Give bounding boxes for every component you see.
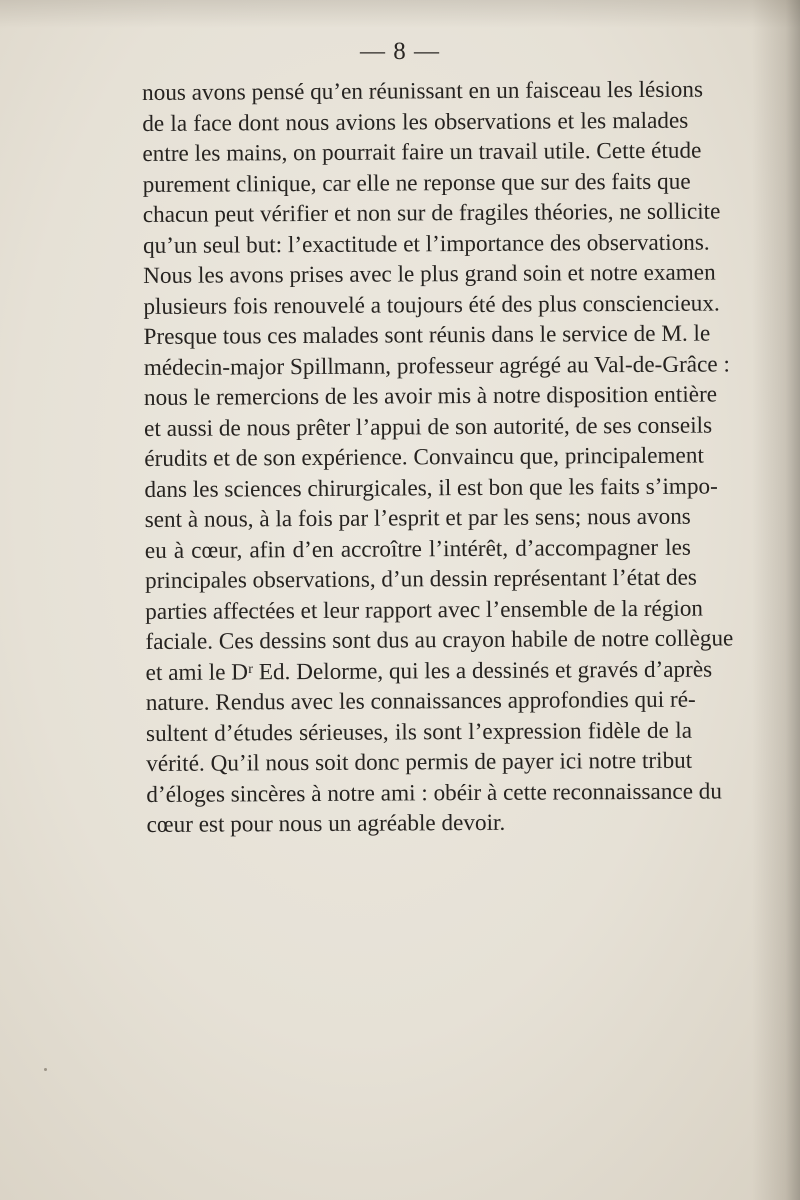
text-line: faciale. Ces dessins sont dus au crayon habile de notre collègue [145, 625, 734, 655]
text-line: et ami le Dʳ Ed. Delorme, qui les a dessinés et gravés d’après [145, 656, 713, 686]
text-line: entre les mains, on pourrait faire un travail utile. Cette étude [142, 137, 702, 167]
page-edge-shadow [752, 0, 800, 1200]
body-paragraph [142, 75, 734, 841]
text-line: principales observations, d’un dessin représentant l’état des [144, 564, 697, 594]
text-line: dans les sciences chirurgicales, il est bon que les faits s’impo- [144, 472, 718, 503]
text-line: Nous les avons prises avec le plus grand soin et notre examen [143, 259, 716, 289]
text-line: plusieurs fois renouvelé a toujours été des plus consciencieux. [143, 289, 720, 320]
text-line: médecin-major Spillmann, professeur agrégé au Val-de-Grâce : [143, 350, 730, 381]
text-line: d’éloges sincères à notre ami : obéir à cette reconnaissance du [146, 777, 723, 808]
paper-speck [44, 1068, 47, 1071]
page-number: — 8 — [360, 38, 440, 65]
text-line: purement clinique, car elle ne reponse que sur des faits que [142, 168, 691, 198]
text-line: vérité. Qu’il nous soit donc permis de payer ici notre tribut [146, 747, 693, 777]
text-line: nous avons pensé qu’en réunissant en un faisceau les lésions [142, 76, 704, 106]
text-line: parties affectées et leur rapport avec l’ensemble de la région [145, 595, 704, 625]
text-line: nous le remercions de les avoir mis à notre disposition entière [143, 381, 718, 411]
text-line: nature. Rendus avec les connaissances approfondies qui ré- [145, 686, 696, 716]
text-line: qu’un seul but: l’exactitude et l’importance des observations. [142, 229, 710, 259]
text-line: eu à cœur, afin d’en accroître l’intérêt, d’accompagner les [144, 534, 691, 564]
text-line: cœur est pour nous un agréable devoir. [146, 809, 506, 838]
text-line: sultent d’études sérieuses, ils sont l’expression fidèle de la [145, 717, 693, 747]
text-line: de la face dont nous avions les observations et les malades [142, 107, 689, 137]
page-top-shadow [0, 0, 800, 28]
text-line: érudits et de son expérience. Convaincu que, principalement [144, 442, 704, 472]
text-line: chacun peut vérifier et non sur de fragiles théories, ne sollicite [142, 198, 721, 228]
text-line: sent à nous, à la fois par l’esprit et par les sens; nous avons [144, 503, 691, 533]
text-line: et aussi de nous prêter l’appui de son autorité, de ses conseils [144, 412, 713, 442]
text-line: Presque tous ces malades sont réunis dans le service de M. le [143, 320, 711, 350]
